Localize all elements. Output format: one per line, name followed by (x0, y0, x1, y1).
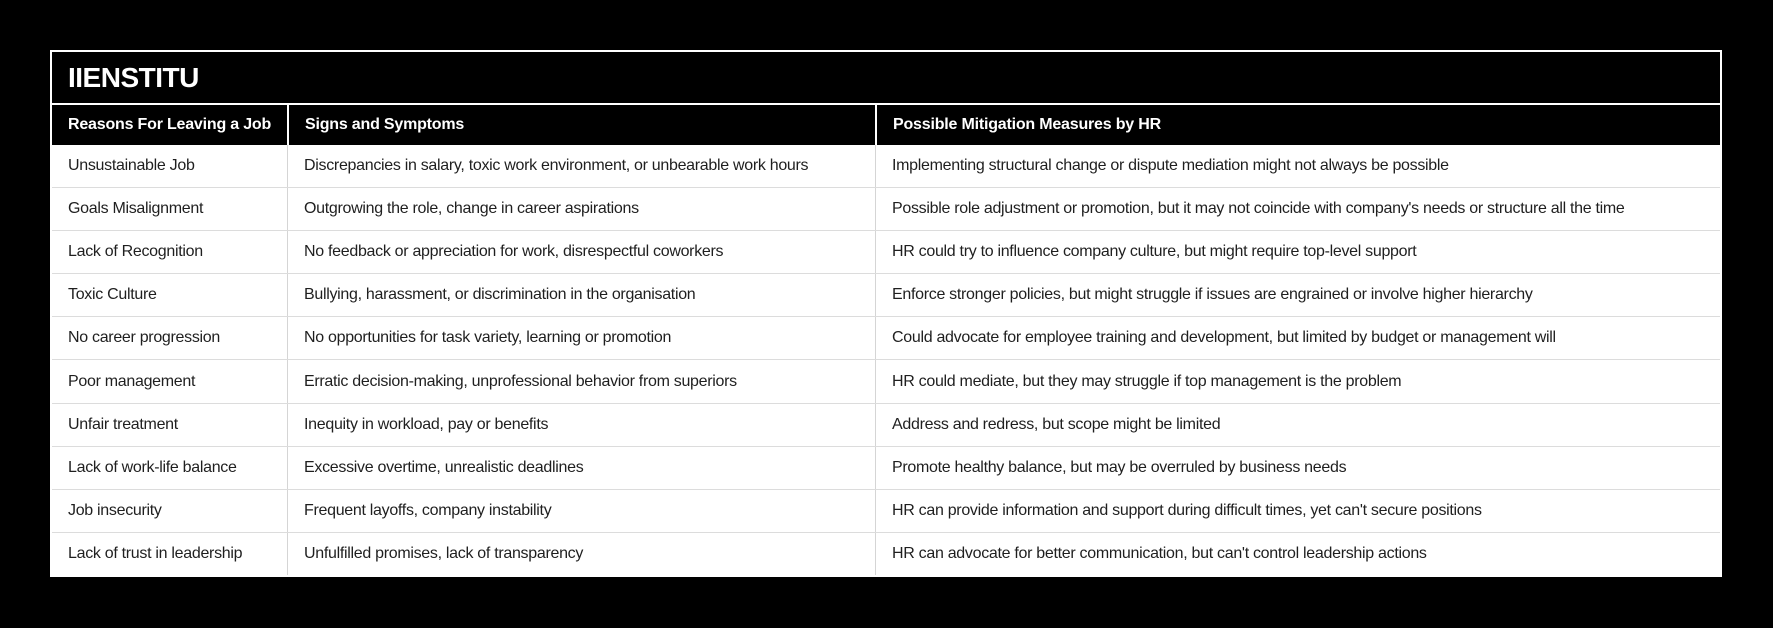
cell-mitigation: Enforce stronger policies, but might struggle if issues are engrained or involve higher hierarchy (875, 274, 1720, 316)
cell-signs: No feedback or appreciation for work, disrespectful coworkers (287, 231, 875, 273)
cell-reason: Poor management (68, 372, 196, 390)
table-card (50, 50, 1722, 577)
cell-reason: Lack of trust in leadership (68, 544, 243, 562)
cell-reason: Toxic Culture (68, 286, 157, 304)
table-row (52, 532, 1720, 575)
cell-mitigation: Promote healthy balance, but may be overruled by business needs (875, 447, 1720, 489)
cell-reason: Goals Misalignment (68, 200, 204, 218)
cell-mitigation: Implementing structural change or dispute mediation might not always be possible (875, 145, 1720, 187)
cell-reason: No career progression (68, 329, 220, 347)
cell-mitigation: HR could try to influence company culture, but might require top-level support (875, 231, 1720, 273)
cell-signs: Excessive overtime, unrealistic deadlines (287, 447, 875, 489)
table-row (52, 489, 1720, 532)
cell-mitigation: Address and redress, but scope might be limited (875, 404, 1720, 446)
cell-reason: Lack of work-life balance (68, 458, 237, 476)
table-row (52, 230, 1720, 273)
cell-mitigation: HR could mediate, but they may struggle if top management is the problem (875, 360, 1720, 402)
column-header-signs: Signs and Symptoms (287, 105, 875, 145)
brand-title: IIENSTITU (68, 61, 199, 93)
cell-mitigation: HR can advocate for better communication, but can't control leadership actions (875, 533, 1720, 575)
table-row (52, 145, 1720, 187)
table-body (52, 145, 1720, 575)
cell-reason: Unsustainable Job (68, 157, 195, 175)
cell-signs: No opportunities for task variety, learning or promotion (287, 317, 875, 359)
table-header-row (52, 105, 1720, 145)
brand-band (52, 52, 1720, 105)
cell-mitigation: HR can provide information and support during difficult times, yet can't secure positions (875, 490, 1720, 532)
table-row (52, 403, 1720, 446)
cell-signs: Discrepancies in salary, toxic work environment, or unbearable work hours (287, 145, 875, 187)
cell-reason: Job insecurity (68, 501, 162, 519)
table-row (52, 359, 1720, 402)
table-row (52, 273, 1720, 316)
table-row (52, 187, 1720, 230)
cell-reason: Lack of Recognition (68, 243, 203, 261)
cell-signs: Bullying, harassment, or discrimination in the organisation (287, 274, 875, 316)
cell-signs: Frequent layoffs, company instability (287, 490, 875, 532)
cell-signs: Inequity in workload, pay or benefits (287, 404, 875, 446)
cell-reason: Unfair treatment (68, 415, 178, 433)
table-row (52, 316, 1720, 359)
cell-mitigation: Possible role adjustment or promotion, but it may not coincide with company's needs or structure all the time (875, 188, 1720, 230)
column-header-mitigation: Possible Mitigation Measures by HR (875, 105, 1720, 145)
cell-signs: Outgrowing the role, change in career aspirations (287, 188, 875, 230)
table-row (52, 446, 1720, 489)
column-header-reasons: Reasons For Leaving a Job (68, 116, 272, 133)
cell-signs: Erratic decision-making, unprofessional behavior from superiors (287, 360, 875, 402)
cell-signs: Unfulfilled promises, lack of transparency (287, 533, 875, 575)
cell-mitigation: Could advocate for employee training and development, but limited by budget or management will (875, 317, 1720, 359)
